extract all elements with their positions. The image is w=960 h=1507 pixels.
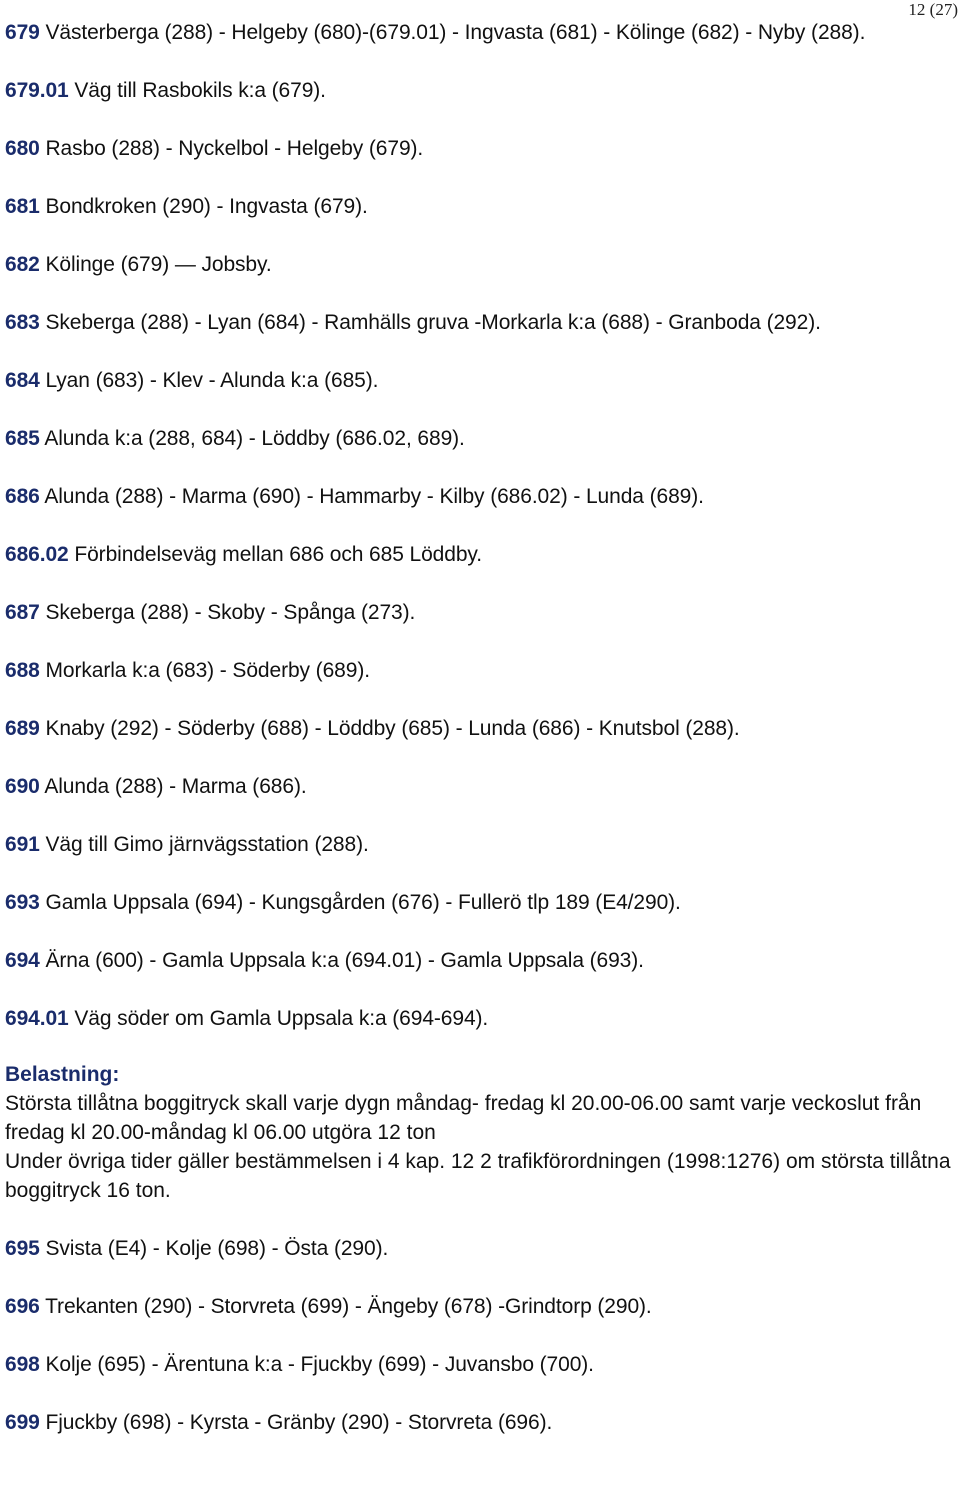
road-number: 679	[5, 21, 40, 44]
road-number: 690	[5, 775, 40, 798]
belastning-paragraph-2: Under övriga tider gäller bestämmelsen i 4 kap. 12 2 trafikförordningen (1998:1276) om största tillåtna boggitryck 16 ton.	[5, 1150, 951, 1202]
road-description: Knaby (292) - Söderby (688) - Löddby (685) - Lunda (686) - Knutsbol (288).	[39, 717, 740, 740]
road-description: Skeberga (288) - Lyan (684) - Ramhälls gruva -Morkarla k:a (688) - Granboda (292).	[39, 311, 821, 334]
road-entry	[5, 714, 955, 743]
road-entry	[5, 1234, 955, 1263]
road-description: Ärna (600) - Gamla Uppsala k:a (694.01) - Gamla Uppsala (693).	[39, 949, 644, 972]
road-entry	[5, 888, 955, 917]
road-description: Trekanten (290) - Storvreta (699) - Ängeby (678) -Grindtorp (290).	[39, 1295, 652, 1318]
road-entry	[5, 366, 955, 395]
road-description: Bondkroken (290) - Ingvasta (679).	[39, 195, 368, 218]
document-body	[5, 18, 955, 1466]
road-description: Lyan (683) - Klev - Alunda k:a (685).	[39, 369, 379, 392]
road-entry	[5, 1292, 955, 1321]
road-number: 687	[5, 601, 40, 624]
road-list-top	[5, 18, 955, 1033]
road-entry	[5, 424, 955, 453]
road-number: 696	[5, 1295, 40, 1318]
road-entry	[5, 540, 955, 569]
road-description: Kolje (695) - Ärentuna k:a - Fjuckby (699) - Juvansbo (700).	[39, 1353, 594, 1376]
road-entry	[5, 308, 955, 337]
road-entry	[5, 946, 955, 975]
road-number: 680	[5, 137, 40, 160]
road-number: 688	[5, 659, 40, 682]
road-number: 679.01	[5, 79, 69, 102]
road-entry	[5, 1004, 955, 1033]
road-entry	[5, 656, 955, 685]
road-description: Förbindelseväg mellan 686 och 685 Löddby.	[68, 543, 483, 566]
road-list-bottom	[5, 1234, 955, 1437]
road-description: Morkarla k:a (683) - Söderby (689).	[39, 659, 370, 682]
road-number: 689	[5, 717, 40, 740]
road-entry	[5, 1350, 955, 1379]
road-number: 684	[5, 369, 40, 392]
road-description: Gamla Uppsala (694) - Kungsgården (676) - Fullerö tlp 189 (E4/290).	[39, 891, 681, 914]
road-number: 686	[5, 485, 40, 508]
road-description: Svista (E4) - Kolje (698) - Östa (290).	[39, 1237, 389, 1260]
road-number: 693	[5, 891, 40, 914]
road-entry	[5, 772, 955, 801]
belastning-label: Belastning:	[5, 1063, 120, 1086]
road-number: 685	[5, 427, 40, 450]
road-entry	[5, 192, 955, 221]
road-entry	[5, 830, 955, 859]
road-entry	[5, 250, 955, 279]
road-number: 694	[5, 949, 40, 972]
road-entry	[5, 76, 955, 105]
road-number: 698	[5, 1353, 40, 1376]
road-description: Fjuckby (698) - Kyrsta - Gränby (290) - Storvreta (696).	[39, 1411, 553, 1434]
road-number: 681	[5, 195, 40, 218]
road-entry	[5, 482, 955, 511]
road-number: 694.01	[5, 1007, 69, 1030]
road-description: Rasbo (288) - Nyckelbol - Helgeby (679).	[39, 137, 424, 160]
road-description: Kölinge (679) — Jobsby.	[39, 253, 272, 276]
road-number: 691	[5, 833, 40, 856]
road-number: 682	[5, 253, 40, 276]
belastning-section	[5, 1060, 955, 1205]
road-entry	[5, 598, 955, 627]
road-number: 683	[5, 311, 40, 334]
belastning-paragraph-1: Största tillåtna boggitryck skall varje dygn måndag- fredag kl 20.00-06.00 samt varje veckoslut från fredag kl 20.00-måndag kl 06.00 utgöra 12 ton	[5, 1092, 922, 1144]
road-description: Alunda (288) - Marma (686).	[39, 775, 307, 798]
road-description: Alunda k:a (288, 684) - Löddby (686.02, 689).	[39, 427, 465, 450]
road-number: 695	[5, 1237, 40, 1260]
road-description: Väg till Rasbokils k:a (679).	[68, 79, 326, 102]
road-description: Skeberga (288) - Skoby - Spånga (273).	[39, 601, 416, 624]
road-number: 699	[5, 1411, 40, 1434]
road-entry	[5, 1408, 955, 1437]
road-number: 686.02	[5, 543, 69, 566]
road-description: Väg söder om Gamla Uppsala k:a (694-694).	[68, 1007, 489, 1030]
road-description: Alunda (288) - Marma (690) - Hammarby - Kilby (686.02) - Lunda (689).	[39, 485, 704, 508]
page-number: 12 (27)	[908, 0, 958, 19]
road-entry	[5, 134, 955, 163]
road-entry	[5, 18, 955, 47]
road-description: Väg till Gimo järnvägsstation (288).	[39, 833, 369, 856]
road-description: Västerberga (288) - Helgeby (680)-(679.01) - Ingvasta (681) - Kölinge (682) - Nyby (288).	[39, 21, 866, 44]
